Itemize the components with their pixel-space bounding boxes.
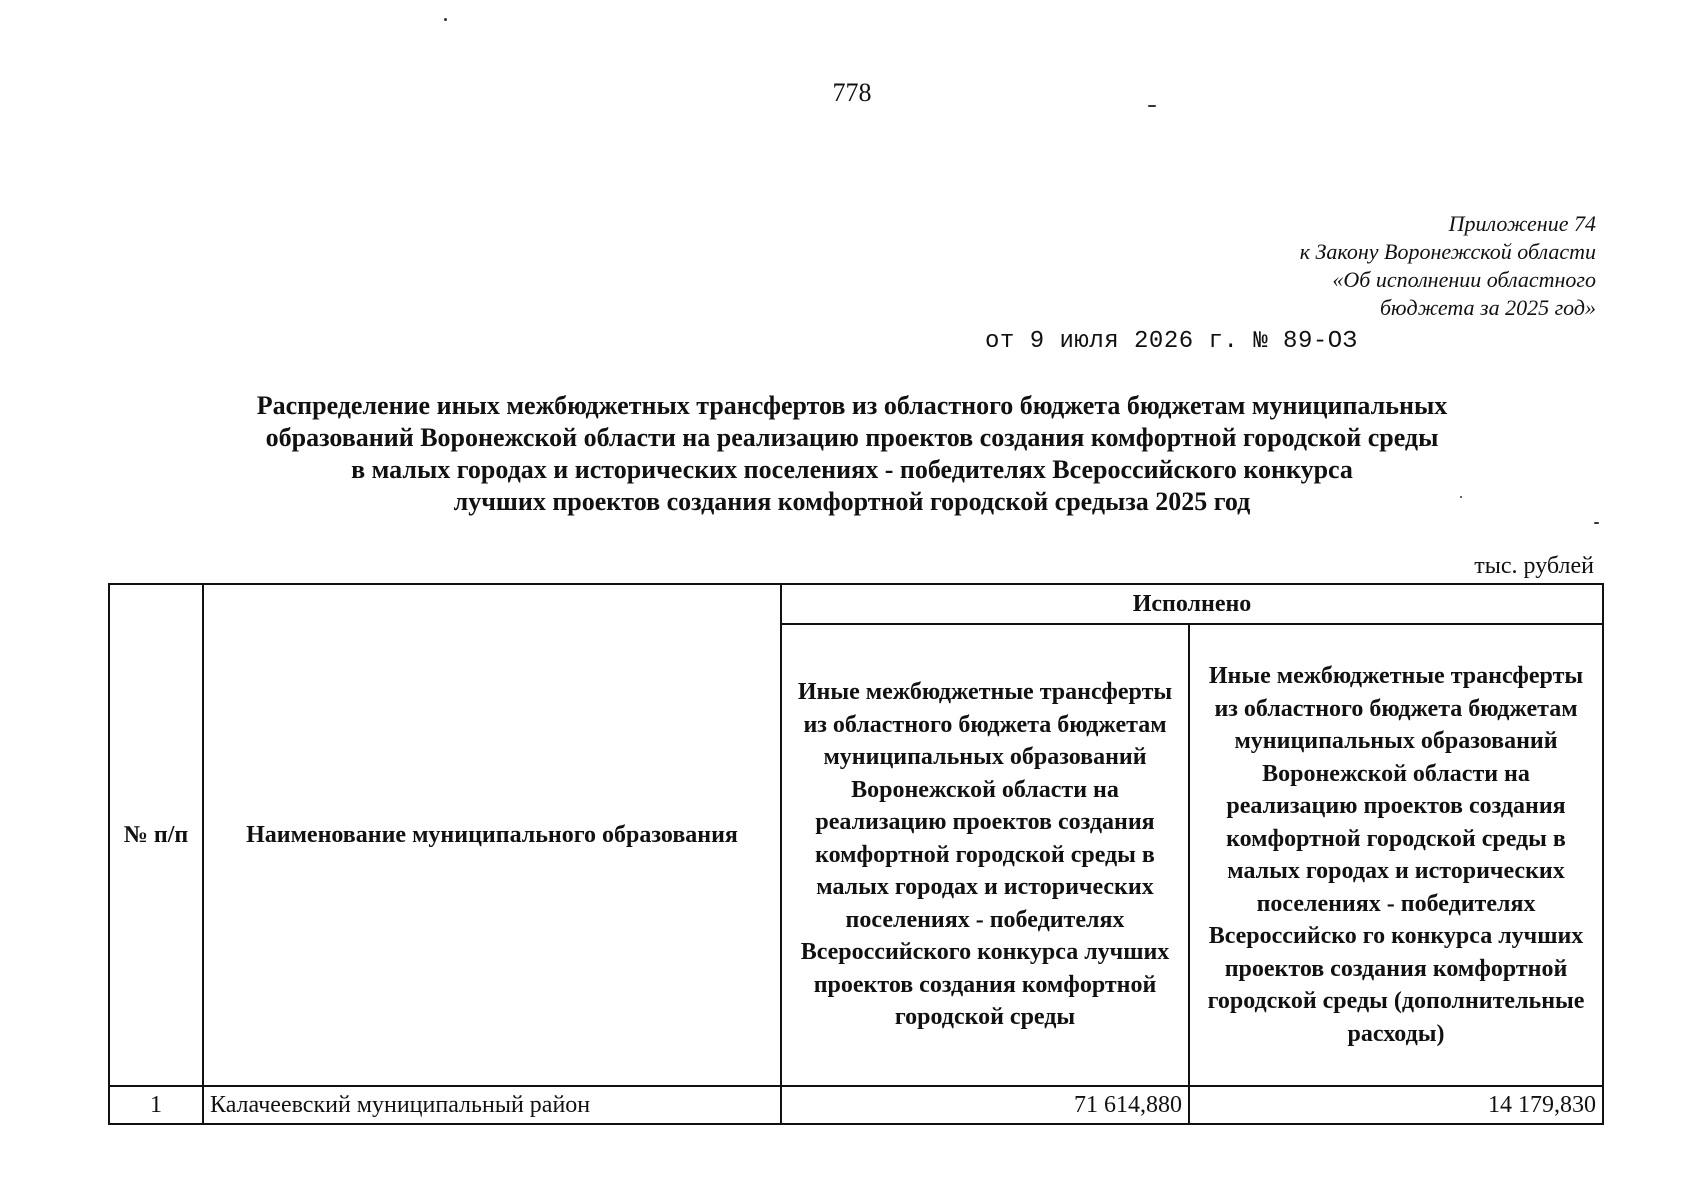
scan-speck	[1460, 496, 1462, 498]
appendix-block	[1300, 210, 1596, 322]
header-number: № п/п	[109, 584, 203, 1086]
scan-speck	[444, 18, 447, 21]
title-line: образований Воронежской области на реализацию проектов создания комфортной городской среды	[265, 423, 1439, 452]
law-date-stamp: от 9 июля 2026 г. № 89-ОЗ	[985, 328, 1358, 355]
row-transfers-additional-value: 14 179,830	[1189, 1086, 1603, 1124]
transfers-table	[108, 583, 1604, 1125]
row-number: 1	[109, 1086, 203, 1124]
table-row	[109, 1086, 1603, 1124]
scan-speck	[1148, 105, 1156, 107]
header-municipality-name: Наименование муниципального образования	[203, 584, 781, 1086]
document-title	[0, 390, 1704, 518]
appendix-line: к Закону Воронежской области	[1299, 239, 1596, 264]
title-line: Распределение иных межбюджетных трансфертов из областного бюджета бюджетам муниципальных	[256, 391, 1448, 420]
header-executed: Исполнено	[781, 584, 1603, 624]
appendix-line: «Об исполнении областного	[1332, 267, 1596, 292]
appendix-line: Приложение 74	[1448, 211, 1596, 236]
page-number: 778	[832, 78, 872, 107]
row-transfers-value: 71 614,880	[781, 1086, 1189, 1124]
appendix-line: бюджета за 2025 год»	[1379, 295, 1596, 320]
header-transfers: Иные межбюджетные трансферты из областного бюджета бюджетам муниципальных образований Воронежской области на реализацию проектов создания комфортной городской среды в малых городах и исторических поселениях - победителях Всероссийского конкурса лучших проектов создания комфортной городской среды	[781, 624, 1189, 1086]
header-transfers-additional: Иные межбюджетные трансферты из областного бюджета бюджетам муниципальных образований Воронежской области на реализацию проектов создания комфортной городской среды в малых городах и исторических поселениях - победителях Всероссийско го конкурса лучших проектов создания комфортной городской среды (дополнительные расходы)	[1189, 624, 1603, 1086]
scan-speck	[1594, 522, 1599, 524]
row-municipality-name: Калачеевский муниципальный район	[203, 1086, 781, 1124]
title-line: в малых городах и исторических поселениях - победителях Всероссийского конкурса	[351, 455, 1353, 484]
units-label: тыс. рублей	[1474, 553, 1594, 579]
title-line: лучших проектов создания комфортной городской средыза 2025 год	[453, 487, 1251, 516]
